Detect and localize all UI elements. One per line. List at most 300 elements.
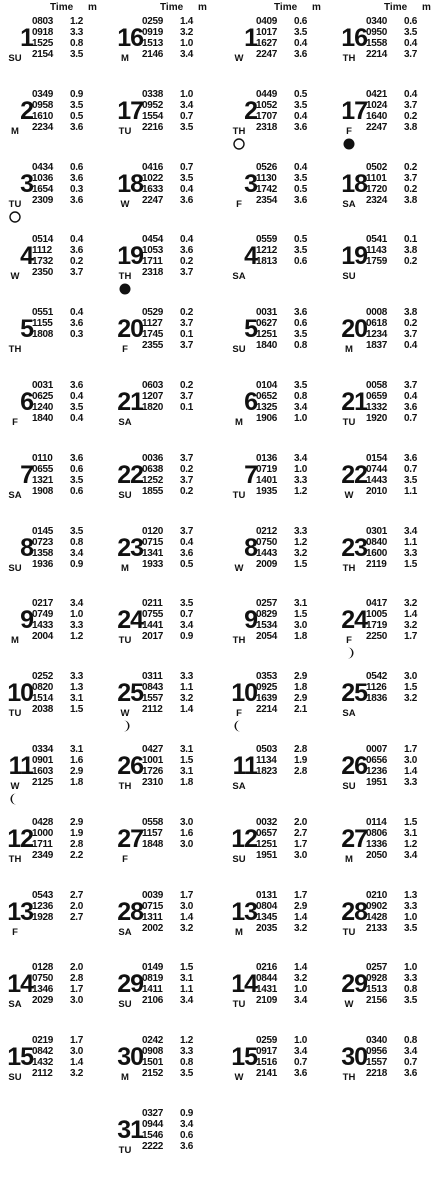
day-entry <box>226 1035 332 1107</box>
tide-time: 0840 <box>366 536 388 548</box>
tide-time: 0956 <box>366 1046 388 1058</box>
tide-height: 3.5 <box>404 474 418 486</box>
tide-height: 3.7 <box>404 99 418 111</box>
tide-height: 3.4 <box>70 598 84 610</box>
tide-height: 1.5 <box>294 558 308 570</box>
day-number: 13 <box>7 897 33 926</box>
day-number: 17 <box>341 96 367 125</box>
day-of-week: W <box>10 271 20 283</box>
tide-time: 2218 <box>366 1068 388 1080</box>
tide-time: 1236 <box>32 900 54 912</box>
tide-height: 0.4 <box>294 110 308 122</box>
tide-time: 1443 <box>256 547 278 559</box>
tide-height: 3.7 <box>180 267 194 279</box>
tide-height: 3.6 <box>404 452 418 464</box>
day-of-week: M <box>11 635 19 647</box>
tide-time: 0259 <box>142 16 164 27</box>
tide-time: 1640 <box>366 110 388 122</box>
tide-time: 0503 <box>256 744 278 755</box>
day-entry <box>336 598 442 670</box>
day-number: 1 <box>20 24 33 52</box>
day-entry <box>112 1035 218 1107</box>
tide-height: 0.8 <box>294 340 308 352</box>
tide-time: 0334 <box>32 744 54 755</box>
tide-time: 0349 <box>32 88 54 100</box>
day-number: 3 <box>244 169 257 198</box>
tide-height: 3.6 <box>294 307 308 319</box>
tide-height: 1.0 <box>404 962 418 974</box>
tide-time: 0434 <box>32 161 54 173</box>
tide-time: 2112 <box>142 704 163 716</box>
tide-time: 0338 <box>142 88 164 100</box>
tide-height: 1.5 <box>180 962 194 974</box>
day-of-week: SA <box>342 708 356 720</box>
tide-height: 3.4 <box>70 547 84 559</box>
day-of-week: TH <box>232 635 246 647</box>
tide-time: 1936 <box>32 558 54 570</box>
tide-time: 2038 <box>32 704 54 716</box>
tide-time: 0656 <box>366 755 388 766</box>
day-number: 4 <box>244 242 257 271</box>
tide-height: 3.2 <box>404 620 418 632</box>
tide-time: 0820 <box>32 682 54 694</box>
tide-height: 1.2 <box>294 485 308 497</box>
tide-time: 1251 <box>256 329 278 341</box>
tide-time: 0212 <box>256 525 278 537</box>
day-entry <box>112 1108 218 1180</box>
tide-time: 2222 <box>142 1141 164 1152</box>
tide-time: 1711 <box>142 256 163 268</box>
tide-time: 1112 <box>32 245 52 257</box>
day-of-week: M <box>235 926 243 938</box>
day-entry <box>336 380 442 452</box>
day-number: 9 <box>20 606 33 635</box>
tide-time: 1707 <box>256 110 278 122</box>
tide-height: 3.5 <box>70 49 84 60</box>
height-header: m <box>422 2 431 13</box>
height-header: m <box>198 2 207 13</box>
tide-height: 1.1 <box>404 485 418 497</box>
tide-time: 1212 <box>256 245 278 257</box>
day-number: 14 <box>7 970 33 999</box>
day-of-week: SU <box>8 53 22 64</box>
day-number: 7 <box>20 460 33 489</box>
day-number: 12 <box>231 824 257 853</box>
tide-time: 0311 <box>142 671 163 683</box>
tide-height: 3.7 <box>180 318 194 330</box>
tide-height: 3.4 <box>294 995 308 1007</box>
tide-time: 2119 <box>366 558 387 570</box>
tide-time: 1951 <box>256 849 278 861</box>
day-of-week: TU <box>118 635 132 647</box>
tide-height: 3.2 <box>294 973 308 985</box>
tide-height: 3.8 <box>404 307 418 319</box>
tide-time: 1441 <box>142 620 164 632</box>
tide-height: 1.7 <box>70 1035 84 1047</box>
day-of-week: SA <box>8 489 22 501</box>
tide-time: 1052 <box>256 99 278 111</box>
new-moon-icon <box>9 211 21 223</box>
day-of-week: TH <box>342 53 356 64</box>
day-entry <box>336 453 442 525</box>
tide-height: 1.7 <box>294 838 308 850</box>
tide-time: 0844 <box>256 973 278 985</box>
tide-time: 2234 <box>32 121 54 133</box>
tide-time: 1358 <box>32 547 54 559</box>
tide-height: 3.6 <box>294 121 308 133</box>
day-number: 11 <box>232 752 257 780</box>
tide-height: 3.5 <box>404 922 418 934</box>
day-number: 31 <box>117 1116 143 1144</box>
tide-height: 0.3 <box>70 329 84 341</box>
day-entry <box>226 380 332 452</box>
tide-time: 1534 <box>256 620 278 632</box>
day-number: 6 <box>244 388 257 416</box>
tide-time: 0744 <box>366 463 388 475</box>
tide-height: 0.8 <box>70 536 84 548</box>
day-of-week: M <box>235 417 243 428</box>
tide-time: 0257 <box>256 598 278 610</box>
tide-time: 2029 <box>32 995 54 1007</box>
tide-height: 1.8 <box>294 631 308 643</box>
tide-time: 0327 <box>142 1108 164 1119</box>
tide-time: 0803 <box>32 16 54 27</box>
tide-height: 3.2 <box>180 27 194 38</box>
day-of-week: F <box>12 417 18 428</box>
tide-time: 0952 <box>142 99 164 111</box>
tide-time: 0301 <box>366 525 388 537</box>
tide-height: 3.0 <box>70 995 84 1007</box>
tide-time: 2141 <box>256 1068 278 1080</box>
tide-time: 1935 <box>256 485 278 497</box>
tide-height: 3.4 <box>180 99 194 111</box>
tide-time: 0806 <box>366 827 388 839</box>
tide-time: 2309 <box>32 194 54 206</box>
day-number: 9 <box>244 606 257 635</box>
day-of-week: SU <box>342 271 356 283</box>
tide-time: 1036 <box>32 172 54 184</box>
tide-time: 1252 <box>142 474 164 486</box>
tide-time: 1928 <box>32 911 54 923</box>
tide-time: 1005 <box>366 609 388 621</box>
tide-time: 1525 <box>32 38 54 49</box>
tide-time: 0652 <box>256 391 278 402</box>
tide-height: 0.7 <box>294 1057 308 1069</box>
day-of-week: TH <box>118 271 132 283</box>
tide-height: 2.9 <box>294 900 308 912</box>
day-number: 30 <box>341 1043 367 1072</box>
tide-height: 1.8 <box>294 682 308 694</box>
tide-time: 1053 <box>142 245 164 257</box>
day-number: 24 <box>341 606 367 635</box>
tide-height: 3.1 <box>180 766 194 777</box>
day-entry <box>112 234 218 306</box>
tide-height: 0.4 <box>70 413 84 424</box>
tide-height: 2.7 <box>70 911 84 923</box>
tide-height: 0.1 <box>180 402 194 413</box>
day-number: 18 <box>117 169 143 198</box>
tide-time: 0128 <box>32 962 54 974</box>
tide-time: 0454 <box>142 234 164 246</box>
tide-time: 0449 <box>256 88 278 100</box>
tide-height: 1.8 <box>70 777 84 788</box>
tide-height: 1.0 <box>404 911 418 923</box>
tide-time: 0543 <box>32 889 54 901</box>
day-of-week: SU <box>118 999 132 1011</box>
tide-height: 0.2 <box>404 110 418 122</box>
day-of-week: SU <box>342 781 356 792</box>
tide-height: 1.8 <box>180 777 194 788</box>
tide-time: 0421 <box>366 88 388 100</box>
tide-height: 3.7 <box>70 267 84 279</box>
tide-time: 0657 <box>256 827 278 839</box>
tide-time: 0958 <box>32 99 54 111</box>
tide-time: 1345 <box>256 911 278 923</box>
tide-time: 1157 <box>142 827 163 839</box>
tide-time: 0427 <box>142 744 164 755</box>
tide-height: 0.1 <box>404 234 418 246</box>
day-of-week: SA <box>342 198 356 210</box>
tide-time: 1207 <box>142 391 164 402</box>
tide-time: 1024 <box>366 99 388 111</box>
tide-height: 1.7 <box>404 631 418 643</box>
day-entry <box>336 89 442 161</box>
tide-time: 0919 <box>142 27 164 38</box>
tide-time: 2216 <box>142 121 164 133</box>
tide-time: 0655 <box>32 463 54 475</box>
tide-time: 0529 <box>142 307 164 319</box>
day-entry <box>112 307 218 379</box>
tide-time: 0908 <box>142 1046 164 1058</box>
day-entry <box>2 89 108 161</box>
day-entry <box>2 598 108 670</box>
day-of-week: TU <box>342 926 356 938</box>
day-of-week: F <box>122 853 128 865</box>
tide-time: 0925 <box>256 682 278 694</box>
day-of-week: M <box>345 344 353 356</box>
day-number: 20 <box>341 315 367 344</box>
tide-height: 3.5 <box>294 329 308 341</box>
tide-time: 0257 <box>366 962 388 974</box>
tide-height: 1.7 <box>294 889 308 901</box>
tide-time: 0211 <box>142 598 163 610</box>
last-quarter-moon-icon <box>233 720 245 732</box>
tide-height: 3.6 <box>70 380 84 391</box>
tide-time: 0217 <box>32 598 54 610</box>
tide-time: 0928 <box>366 973 388 985</box>
day-number: 10 <box>231 679 257 708</box>
tide-time: 0353 <box>256 671 278 683</box>
tide-time: 1513 <box>366 984 388 996</box>
day-entry <box>336 526 442 598</box>
tide-time: 0902 <box>366 900 388 912</box>
tide-time: 2250 <box>366 631 388 643</box>
day-entry <box>112 671 218 743</box>
day-of-week: TU <box>118 1145 132 1156</box>
tide-time: 2106 <box>142 995 164 1007</box>
tide-time: 1633 <box>142 183 164 195</box>
tide-height: 1.2 <box>70 16 84 27</box>
tide-height: 3.2 <box>404 693 418 705</box>
tide-time: 0007 <box>366 744 388 755</box>
tide-height: 3.1 <box>404 827 418 839</box>
day-entry <box>2 890 108 962</box>
tide-height: 3.8 <box>404 245 418 257</box>
tide-height: 3.3 <box>294 474 308 486</box>
tide-height: 1.4 <box>180 911 194 923</box>
tide-height: 3.6 <box>180 194 194 206</box>
day-number: 8 <box>244 533 257 562</box>
tide-time: 1341 <box>142 547 164 559</box>
tide-height: 3.5 <box>180 121 194 133</box>
tide-height: 3.7 <box>180 340 194 352</box>
tide-height: 3.3 <box>180 1046 194 1058</box>
tide-height: 0.6 <box>294 256 308 268</box>
tide-time: 1745 <box>142 329 164 341</box>
tide-time: 1558 <box>366 38 388 49</box>
day-entry <box>336 234 442 306</box>
day-entry <box>336 962 442 1034</box>
tide-height: 3.1 <box>70 744 84 755</box>
tide-height: 2.0 <box>70 962 84 974</box>
tide-time: 1514 <box>32 693 54 705</box>
tide-height: 0.2 <box>404 256 418 268</box>
day-entry <box>2 453 108 525</box>
tide-height: 3.6 <box>180 245 194 257</box>
day-number: 25 <box>117 679 143 708</box>
day-entry <box>336 744 442 816</box>
day-entry <box>112 453 218 525</box>
tide-height: 0.4 <box>294 38 308 49</box>
tide-height: 2.7 <box>294 827 308 839</box>
tide-time: 0252 <box>32 671 54 683</box>
tide-height: 3.5 <box>180 598 194 610</box>
day-entry <box>112 598 218 670</box>
day-of-week: W <box>234 562 244 574</box>
tide-height: 0.5 <box>294 234 308 246</box>
day-of-week: SU <box>118 489 132 501</box>
tide-time: 1742 <box>256 183 278 195</box>
day-entry <box>2 671 108 743</box>
time-header: Time <box>384 2 408 13</box>
first-quarter-moon-icon <box>119 720 131 732</box>
tide-time: 2146 <box>142 49 164 60</box>
tide-time: 0819 <box>142 973 164 985</box>
day-of-week: TU <box>232 489 246 501</box>
tide-height: 1.0 <box>180 88 194 100</box>
tide-time: 0031 <box>256 307 278 319</box>
tide-height: 1.6 <box>180 827 194 839</box>
day-of-week: TU <box>342 417 356 428</box>
tide-height: 1.5 <box>404 558 418 570</box>
tide-time: 0210 <box>366 889 388 901</box>
tide-height: 3.6 <box>70 121 84 133</box>
day-of-week: W <box>344 489 354 501</box>
tide-height: 3.0 <box>180 816 194 828</box>
tide-height: 3.3 <box>70 620 84 632</box>
tide-height: 0.9 <box>70 558 84 570</box>
day-number: 2 <box>244 96 257 125</box>
tide-time: 1813 <box>256 256 278 268</box>
tide-time: 0715 <box>142 536 164 548</box>
day-entry <box>2 234 108 306</box>
tide-height: 0.2 <box>404 183 418 195</box>
day-of-week: SU <box>8 562 22 574</box>
tide-height: 1.4 <box>180 16 194 27</box>
tide-time: 1836 <box>366 693 388 705</box>
tide-time: 0719 <box>256 463 278 475</box>
time-header: Time <box>50 2 74 13</box>
tide-height: 3.7 <box>180 391 194 402</box>
tide-time: 1719 <box>366 620 388 632</box>
tide-height: 3.0 <box>180 838 194 850</box>
tide-height: 3.5 <box>294 27 308 38</box>
tide-time: 1000 <box>32 827 54 839</box>
tide-time: 2350 <box>32 267 54 279</box>
tide-time: 1134 <box>256 755 277 766</box>
tide-time: 0031 <box>32 380 54 391</box>
tide-height: 0.4 <box>294 161 308 173</box>
day-number: 10 <box>7 679 33 708</box>
tide-height: 2.9 <box>70 816 84 828</box>
tide-time: 2214 <box>256 704 278 716</box>
tide-height: 3.7 <box>404 380 418 391</box>
tide-height: 0.8 <box>294 391 308 402</box>
tide-time: 1848 <box>142 838 164 850</box>
tide-time: 0114 <box>366 816 387 828</box>
tide-time: 0558 <box>142 816 164 828</box>
day-of-week: SA <box>118 926 132 938</box>
tide-height: 0.6 <box>180 1130 194 1141</box>
tide-height: 1.4 <box>180 704 194 716</box>
tide-time: 0417 <box>366 598 388 610</box>
tide-height: 1.3 <box>70 682 84 694</box>
day-entry <box>2 1035 108 1107</box>
tide-height: 2.2 <box>70 849 84 861</box>
tide-height: 3.7 <box>180 474 194 486</box>
tide-height: 2.9 <box>294 671 308 683</box>
tide-height: 3.1 <box>294 598 308 610</box>
full-moon-icon <box>119 283 131 295</box>
day-number: 23 <box>341 533 367 562</box>
tide-time: 2310 <box>142 777 164 788</box>
tide-height: 3.4 <box>180 49 194 60</box>
tide-time: 0514 <box>32 234 54 246</box>
tide-height: 0.4 <box>180 234 194 246</box>
tide-height: 3.7 <box>404 329 418 341</box>
tide-time: 2112 <box>32 1068 53 1080</box>
day-of-week: SU <box>232 853 246 865</box>
tide-time: 2247 <box>256 49 278 60</box>
tide-height: 1.3 <box>404 889 418 901</box>
tide-height: 3.6 <box>294 49 308 60</box>
tide-time: 1428 <box>366 911 388 923</box>
tide-height: 1.5 <box>70 704 84 716</box>
day-entry <box>336 1035 442 1107</box>
day-number: 19 <box>341 242 367 271</box>
tide-height: 0.2 <box>404 318 418 330</box>
tide-time: 0428 <box>32 816 54 828</box>
day-of-week: W <box>234 1072 244 1084</box>
day-of-week: W <box>234 53 244 64</box>
tide-height: 3.7 <box>404 49 418 60</box>
tide-height: 3.4 <box>404 525 418 537</box>
tide-height: 1.2 <box>70 631 84 643</box>
tide-height: 1.4 <box>294 911 308 923</box>
tide-time: 2009 <box>256 558 278 570</box>
tide-height: 3.5 <box>294 99 308 111</box>
tide-height: 0.8 <box>70 38 84 49</box>
